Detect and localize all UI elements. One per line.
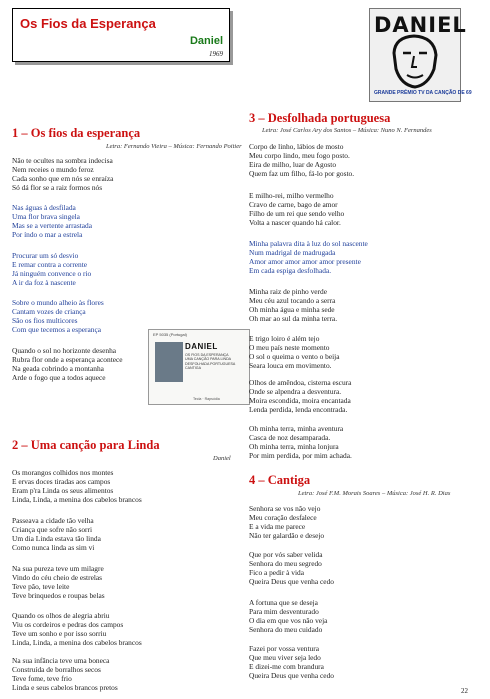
- lyric-line: Cantam vozes de criança: [12, 307, 86, 317]
- lyric-line: Minha raiz de pinho verde: [249, 287, 327, 296]
- stanza: [249, 644, 334, 680]
- lyric-line: Arde o fogo que a todos aquece: [12, 373, 106, 383]
- lyric-line: Seara louca em movimento.: [249, 361, 332, 371]
- stanza: [12, 251, 91, 287]
- lyric-line: Mas se a vertente arrastada: [12, 221, 93, 231]
- lyric-line: Os morangos colhidos nos montes: [12, 468, 114, 477]
- lyric-line: Por mim perdida, por mim achada.: [249, 451, 352, 461]
- stanza: [249, 142, 354, 178]
- lyric-line: Senhora do meu segredo: [249, 559, 322, 569]
- sleeve-label: Tecla · Rapsódia: [193, 397, 220, 401]
- title-box: [12, 8, 230, 62]
- lyric-line: Vindo do céu cheio de estrelas: [12, 573, 103, 583]
- lyric-line: O meu país neste momento: [249, 343, 330, 353]
- stanza: [249, 424, 352, 460]
- lyric-line: Nem receies o mundo feroz: [12, 165, 94, 175]
- lyric-line: Que por vós saber velida: [249, 550, 323, 559]
- song-3-title: 3 – Desfolhada portuguesa: [249, 111, 391, 125]
- cover-caption: GRANDE PRÉMIO TV DA CANÇÃO DE 69: [374, 90, 472, 96]
- cover-lettering: DANIEL: [374, 13, 467, 37]
- ep-sleeve-image: [148, 329, 250, 405]
- stanza: [249, 191, 344, 227]
- lyric-line: E ervas doces tiradas aos campos: [12, 477, 111, 487]
- sleeve-track: CANTIGA: [185, 366, 201, 371]
- lyric-line: São os fios multicores: [12, 316, 78, 326]
- lyric-line: Oh minha água e minha sede: [249, 305, 335, 315]
- stanza: [249, 378, 351, 414]
- lyric-line: Queira Deus que venha cedo: [249, 577, 334, 587]
- lyric-line: Filho de um rei que sendo velho: [249, 209, 345, 219]
- page-title: Os Fios da Esperança: [20, 16, 156, 31]
- stanza: [249, 598, 327, 634]
- sleeve-track: OS FIOS DA ESPERANÇA: [185, 353, 229, 357]
- lyric-line: Volta a nascer quando há calor.: [249, 218, 341, 228]
- lyric-line: Fico a pedir à vida: [249, 568, 305, 578]
- lyric-line: Olhos de amêndoa, cisterna escura: [249, 378, 352, 387]
- song-4-title: 4 – Cantiga: [249, 473, 311, 487]
- stanza: [12, 346, 123, 382]
- lyric-line: E a vida me parece: [249, 522, 306, 532]
- lyric-line: E milho-rei, milho vermelho: [249, 191, 334, 200]
- stanza: [249, 287, 337, 323]
- lyric-line: Que meu viver seja ledo: [249, 653, 321, 663]
- lyric-line: Só dá flor se a raiz formos nós: [12, 183, 103, 193]
- lyric-line: Na sua pureza teve um milagre: [12, 564, 104, 573]
- lyric-line: Amor amor amor amor amor presente: [249, 257, 361, 267]
- face-illustration: [370, 9, 460, 101]
- lyric-line: Na sua infância teve uma boneca: [12, 656, 110, 665]
- lyric-line: Fazei por vossa ventura: [249, 644, 319, 653]
- lyric-line: Casca de noz desamparada.: [249, 433, 331, 443]
- song-4-credit: Letra: José F.M. Morais Soares – Música: José H. R. Dias: [298, 490, 451, 497]
- lyric-line: Teve pão, teve leite: [12, 582, 70, 592]
- lyric-line: Moira escondida, moira encantada: [249, 396, 351, 406]
- stanza: [12, 468, 142, 504]
- lyric-line: Meu céu azul tocando a serra: [249, 296, 336, 306]
- lyric-line: Na geada cobrindo a montanha: [12, 364, 104, 374]
- album-cover: [369, 8, 472, 102]
- lyric-line: A fortuna que se deseja: [249, 598, 318, 607]
- sleeve-track: UMA CANÇÃO PARA LINDA: [185, 357, 232, 362]
- lyric-line: Sobre o mundo alheio às flores: [12, 298, 104, 307]
- lyric-line: Num madrigal de madrugada: [249, 248, 336, 258]
- sleeve-photo: [155, 342, 183, 382]
- lyric-line: Construída de borralhos secos: [12, 665, 101, 675]
- lyric-line: Queira Deus que venha cedo: [249, 671, 334, 681]
- lyric-line: Linda, Linda, a menina dos cabelos brancos: [12, 638, 142, 648]
- lyric-line: Linda e seus cabelos brancos pretos: [12, 683, 118, 693]
- stanza: [249, 334, 340, 370]
- stanza: [12, 203, 92, 239]
- lyric-line: Com que tecemos a esperança: [12, 325, 102, 335]
- lyric-line: Oh minha terra, minha lonjura: [249, 442, 339, 452]
- song-2-title: 2 – Uma canção para Linda: [12, 438, 160, 452]
- lyric-line: Onde se alpendra a desventura.: [249, 387, 342, 397]
- lyric-line: Senhora do meu cuidado: [249, 625, 323, 635]
- lyric-line: Minha palavra dita à luz do sol nascente: [249, 239, 368, 248]
- sleeve-name: DANIEL: [185, 342, 218, 351]
- lyric-line: E trigo loiro é além tejo: [249, 334, 320, 343]
- lyric-line: Teve fome, teve frio: [12, 674, 72, 684]
- lyric-line: Teve um sonho e por isso sorriu: [12, 629, 107, 639]
- stanza: [249, 239, 368, 275]
- lyric-line: Uma flor brava singela: [12, 212, 80, 222]
- sleeve-code: EP 5035 (Portugal): [153, 332, 187, 337]
- lyric-line: Procurar um só desvio: [12, 251, 79, 260]
- stanza: [249, 550, 334, 586]
- song-2-credit: Daniel: [213, 455, 231, 462]
- lyric-line: Quando os olhos de alegria abriu: [12, 611, 110, 620]
- song-1-title: 1 – Os fios da esperança: [12, 126, 141, 140]
- lyric-line: Oh minha terra, minha aventura: [249, 424, 344, 433]
- lyric-line: Por índo o mar a estrela: [12, 230, 83, 240]
- sleeve-track: DESFOLHADA PORTUGUESA: [185, 361, 236, 366]
- lyric-line: Rubra flor onde a esperança acontece: [12, 355, 123, 365]
- lyric-line: Cada sonho que em nós se enraíza: [12, 174, 114, 184]
- lyric-line: Como nunca linda as sim vi: [12, 543, 95, 553]
- lyric-line: Não ter galardão e desejo: [249, 531, 325, 541]
- lyric-line: Teve brinquedos e roupas belas: [12, 591, 105, 601]
- stanza: [12, 611, 142, 647]
- year: 1969: [209, 50, 223, 58]
- lyric-line: Meu corpo lindo, meu fogo posto.: [249, 151, 350, 161]
- lyric-line: Quem faz um filho, fá-lo por gosto.: [249, 169, 355, 179]
- lyric-line: Um dia Linda estava tão linda: [12, 534, 101, 544]
- stanza: [12, 564, 105, 600]
- lyric-line: Linda, Linda, a menina dos cabelos brancos: [12, 495, 142, 505]
- lyric-line: Eram p'ra Linda os seus alimentos: [12, 486, 114, 496]
- lyric-line: Senhora se vos não vejo: [249, 504, 321, 513]
- lyric-line: Corpo de linho, lábios de mosto: [249, 142, 344, 151]
- lyric-line: O sol o queima o vento o beija: [249, 352, 340, 362]
- lyric-line: A ir da foz à nascente: [12, 278, 76, 288]
- stanza: [12, 656, 118, 692]
- lyric-line: Eira de milho, luar de Agosto: [249, 160, 337, 170]
- lyric-line: Em cada espiga desfolhada.: [249, 266, 332, 276]
- lyric-line: Já ninguém convence o rio: [12, 269, 92, 279]
- lyric-line: Lenda perdida, lenda encontrada.: [249, 405, 348, 415]
- lyric-line: O dia em que vos não veja: [249, 616, 328, 626]
- stanza: [249, 504, 324, 540]
- lyric-line: Criança que sofre não sorri: [12, 525, 93, 535]
- artist-name: Daniel: [189, 35, 223, 47]
- lyric-line: Meu coração desfalece: [249, 513, 317, 523]
- page-number: 22: [461, 687, 468, 695]
- lyric-line: Oh mar ao sul da minha terra.: [249, 314, 338, 324]
- stanza: [12, 516, 101, 552]
- lyric-line: Para mim desventurado: [249, 607, 319, 617]
- lyric-line: Cravo de carne, bago de amor: [249, 200, 338, 210]
- stanza: [12, 298, 104, 334]
- stanza: [12, 156, 113, 192]
- lyric-line: Nas águas à desfilada: [12, 203, 76, 212]
- lyric-line: Passeava a cidade tão velha: [12, 516, 94, 525]
- lyric-line: E dizei-me com brandura: [249, 662, 324, 672]
- lyric-line: Quando o sol no horizonte desenha: [12, 346, 117, 355]
- lyric-line: E remar contra a corrente: [12, 260, 88, 270]
- lyric-line: Não te ocultes na sombra indecisa: [12, 156, 113, 165]
- song-1-credit: Letra: Fernando Vieira – Música: Fernando Poitier: [106, 143, 242, 150]
- song-3-credit: Letra: José Carlos Ary dos Santos – Música: Nuno N. Fernandes: [262, 127, 432, 134]
- lyric-line: Viu os cordeiros e pedras dos campos: [12, 620, 124, 630]
- sleeve-tracklist: [185, 353, 245, 371]
